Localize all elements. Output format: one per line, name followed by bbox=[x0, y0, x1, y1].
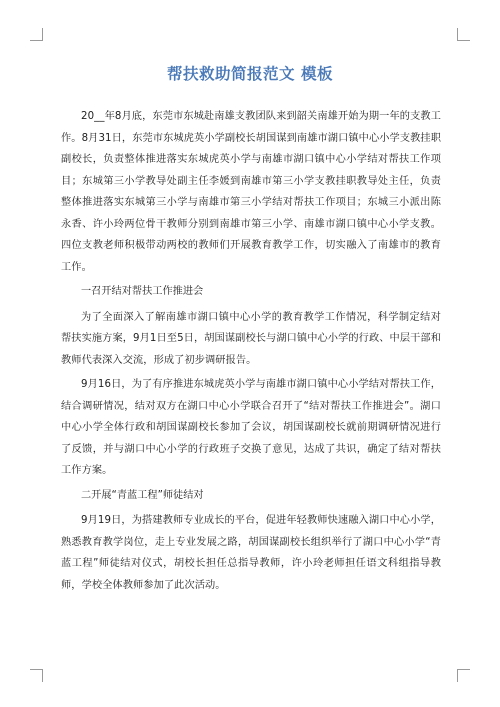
document-body bbox=[61, 106, 441, 599]
paragraph-mentoring: 9月19日，为搭建教师专业成长的平台，促进年轻教师快速融入湖口中心小学，熟悉教育教学岗位，走上专业发展之路，胡国谋副校长组织举行了湖口中心小学“青蓝工程”师徒结对仪式，胡校长担任总指导教师，许小玲老师担任语文科组指导教师，学校全体教师参加了此次活动。 bbox=[61, 515, 441, 591]
paragraph-meeting: 9月16日，为了有序推进东城虎英小学与南雄市湖口镇中心小学结对帮扶工作，结合调研情况，结对双方在湖口中心小学联合召开了“结对帮扶工作推进会”。湖口中心小学全体行政和胡国谋副校长参加了会议，胡国谋副校长就前期调研情况进行了反馈，并与湖口中心小学的行政班子交换了意见，达成了共识，确定了结对帮扶工作方案。 bbox=[61, 379, 441, 476]
crop-mark-bottom-right bbox=[457, 669, 470, 682]
crop-mark-bottom-left bbox=[30, 669, 43, 682]
section-heading-2: 二开展“青蓝工程”师徒结对 bbox=[81, 489, 204, 501]
paragraph-research: 为了全面深入了解南雄市湖口镇中心小学的教育教学工作情况，科学制定结对帮扶实施方案，9月1日至5日，胡国谋副校长与湖口镇中心小学的行政、中层干部和教师代表深入交流，形成了初步调研报告。 bbox=[61, 311, 441, 366]
paragraph-intro: 20__年8月底，东莞市东城赴南雄支教团队来到韶关南雄开始为期一年的支教工作。8月31日，东莞市东城虎英小学副校长胡国谋到南雄市湖口镇中心小学支教挂职副校长，负责整体推进落实东城虎英小学与南雄市湖口镇中心小学结对帮扶工作项目；东城第三小学教导处副主任李媛到南雄市第三小学支教挂职教导处主任，负责整体推进落实东城第三小学与南雄市第三小学结对帮扶工作项目；东城三小派出陈永香、许小玲两位骨干教师分别到南雄市第三小学、南雄市湖口镇中心小学支教。四位支教老师积极带动两校的教师们开展教育教学工作，切实融入了南雄市的教育工作。 bbox=[61, 111, 441, 273]
document-title: 帮扶救助简报范文 模板 bbox=[167, 65, 333, 83]
crop-mark-top-right bbox=[457, 28, 470, 41]
crop-mark-top-left bbox=[30, 28, 43, 41]
section-heading-1: 一召开结对帮扶工作推进会 bbox=[81, 286, 204, 297]
